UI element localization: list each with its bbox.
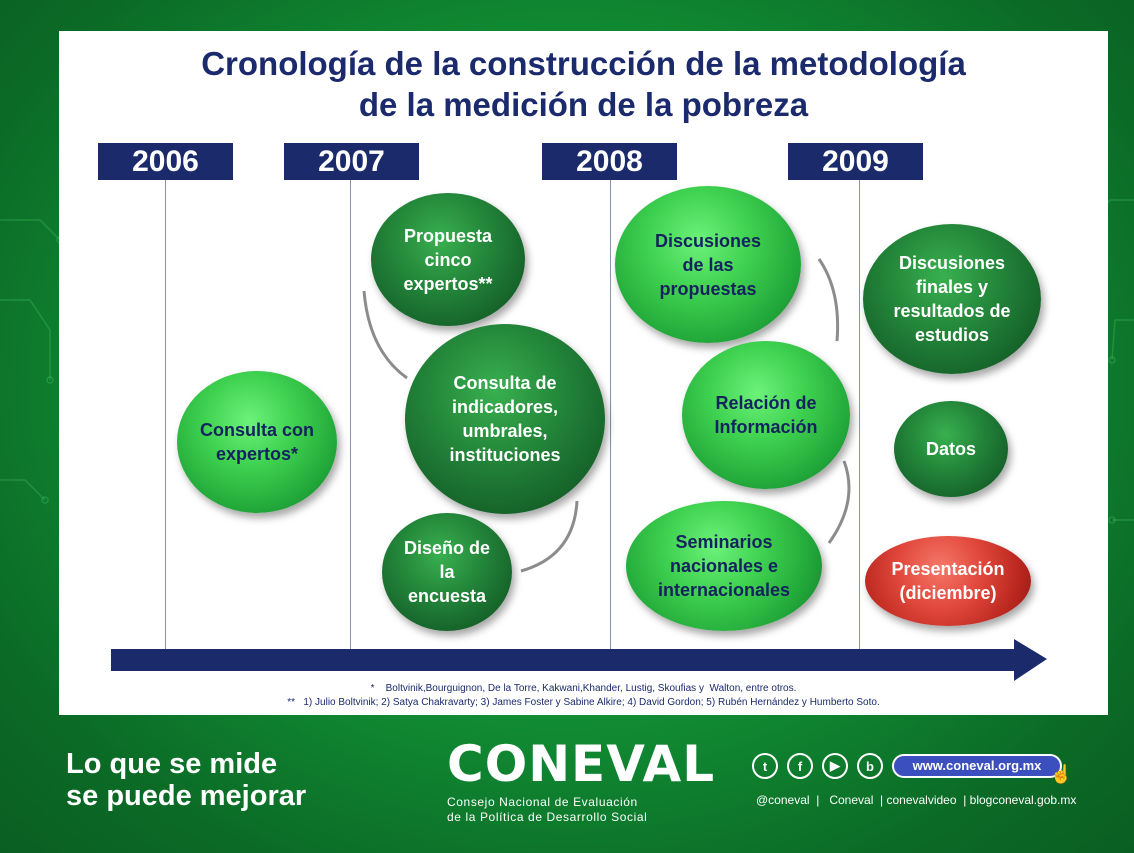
coneval-subtitle [447, 795, 647, 825]
bubble-datos [894, 401, 1008, 497]
bubble-presentacion-label: Presentación (diciembre) [891, 559, 1005, 603]
timeline-arrow [111, 639, 1047, 681]
bubble-relacion-informacion-label: Relación de Información [714, 393, 818, 437]
slogan [66, 748, 306, 812]
bubble-relacion-informacion [682, 341, 850, 489]
twitter-icon[interactable]: t [752, 753, 778, 779]
bubble-seminarios-label: Seminarios nacionales e internacionales [657, 532, 791, 600]
website-link[interactable]: www.coneval.org.mx [892, 754, 1062, 778]
facebook-icon[interactable]: f [787, 753, 813, 779]
footnote-2: ** 1) Julio Boltvinik; 2) Satya Chakravarty; 3) James Foster y Sabine Alkire; 4) David Gordon; 5) Rubén Hernández y Humberto Soto. [287, 697, 880, 708]
bubble-consulta-indicadores [405, 324, 605, 514]
bubble-discusiones-propuestas [615, 186, 801, 343]
slogan-line-2: se puede mejorar [66, 780, 307, 812]
title-line-2: de la medición de la pobreza [358, 86, 809, 123]
timeline-panel [59, 31, 1108, 715]
year-2006: 2006 [98, 143, 233, 180]
bubble-seminarios [626, 501, 822, 631]
social-handles: @coneval | Coneval | conevalvideo | blogconeval.gob.mx [756, 793, 1077, 807]
bubble-consulta-indicadores-label: Consulta de indicadores, umbrales, instituciones [449, 373, 561, 465]
bubble-discusiones-finales [863, 224, 1041, 374]
blog-icon[interactable]: b [857, 753, 883, 779]
year-2008: 2008 [542, 143, 677, 180]
bubble-diseno-encuesta [382, 513, 512, 631]
bubble-discusiones-propuestas-label: Discusiones de las propuestas [654, 230, 762, 299]
bubble-consulta-expertos-label: Consulta con expertos* [199, 420, 314, 464]
year-2009: 2009 [788, 143, 923, 180]
coneval-subtitle-line-1: Consejo Nacional de Evaluación [447, 795, 638, 809]
bubble-presentacion [865, 536, 1031, 626]
bubble-diseno-encuesta-label: Diseño de la encuesta [403, 538, 491, 606]
hand-cursor-icon: ☝ [1050, 764, 1073, 784]
year-2007: 2007 [284, 143, 419, 180]
slogan-line-1: Lo que se mide [66, 748, 278, 780]
title-line-1: Cronología de la construcción de la metodología [201, 45, 966, 82]
youtube-icon[interactable]: ▶ [822, 753, 848, 779]
bubble-datos-label: Datos [925, 439, 976, 459]
bubble-discusiones-finales-label: Discusiones finales y resultados de estudios [893, 253, 1011, 345]
bubble-consulta-expertos [177, 371, 337, 513]
coneval-logo: CONEVAL [447, 735, 716, 793]
bubble-propuesta-cinco [371, 193, 525, 326]
coneval-subtitle-line-2: de la Política de Desarrollo Social [447, 810, 648, 824]
bubble-propuesta-cinco-label: Propuesta cinco expertos** [403, 225, 493, 294]
footnote-1: * Boltvinik,Bourguignon, De la Torre, Kakwani,Khander, Lustig, Skoufias y Walton, entre otros. [370, 683, 797, 694]
